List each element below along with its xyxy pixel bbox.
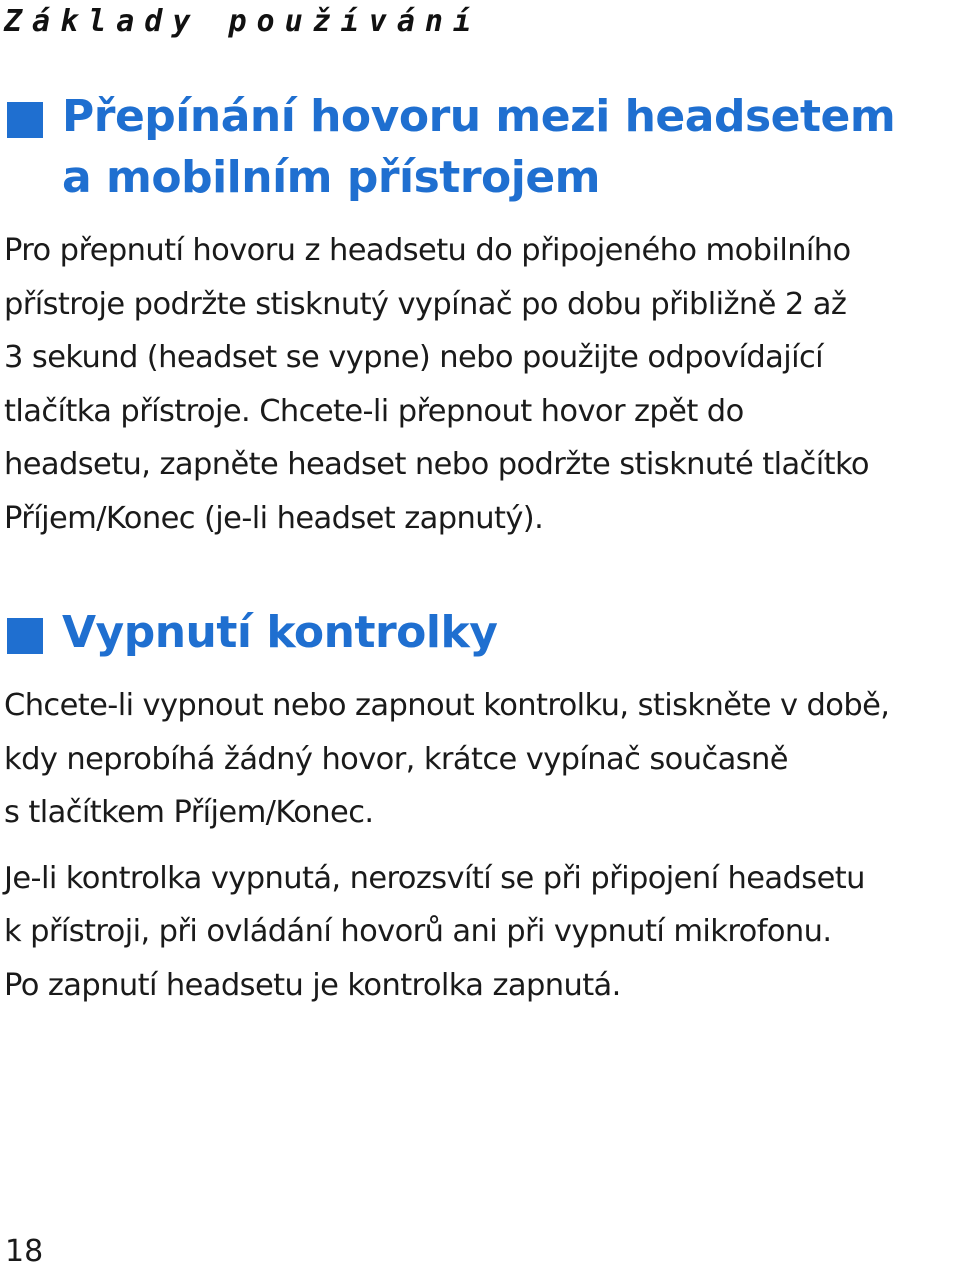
paragraph <box>0 224 960 545</box>
text-line: kdy neprobíhá žádný hovor, krátce vypínač současně <box>4 741 788 777</box>
text-line: k přístroji, při ovládání hovorů ani při vypnutí mikrofonu. <box>4 914 832 949</box>
paragraph <box>0 852 960 1013</box>
square-bullet-icon <box>7 102 43 138</box>
text-line: Pro přepnutí hovoru z headsetu do připojeného mobilního <box>4 233 851 268</box>
text-line: Chcete-li vypnout nebo zapnout kontrolku, stiskněte v době, <box>4 688 890 723</box>
running-header: Základy používání <box>4 4 482 39</box>
section-heading <box>0 602 960 663</box>
paragraph <box>0 679 960 840</box>
section-call-transfer <box>0 86 960 545</box>
text-line: přístroje podržte stisknutý vypínač po dobu přibližně 2 až <box>4 286 847 322</box>
text-line: Příjem/Konec (je-li headset zapnutý). <box>4 500 544 536</box>
square-bullet-icon <box>7 618 43 654</box>
text-line: s tlačítkem Příjem/Konec. <box>4 795 374 830</box>
section-heading <box>0 86 960 208</box>
section-indicator-off <box>0 602 960 1012</box>
heading-line: Přepínání hovoru mezi headsetem <box>62 91 896 142</box>
text-line: Po zapnutí headsetu je kontrolka zapnutá. <box>4 967 621 1003</box>
text-line: headsetu, zapněte headset nebo podržte stisknuté tlačítko <box>4 447 869 482</box>
text-line: Je-li kontrolka vypnutá, nerozsvítí se při připojení headsetu <box>4 860 865 896</box>
heading-line: a mobilním přístrojem <box>62 152 601 203</box>
heading-line: Vypnutí kontrolky <box>62 607 498 658</box>
text-line: tlačítka přístroje. Chcete-li přepnout hovor zpět do <box>4 393 744 429</box>
text-line: 3 sekund (headset se vypne) nebo použijte odpovídající <box>4 340 823 375</box>
page-number: 18 <box>5 1234 44 1269</box>
